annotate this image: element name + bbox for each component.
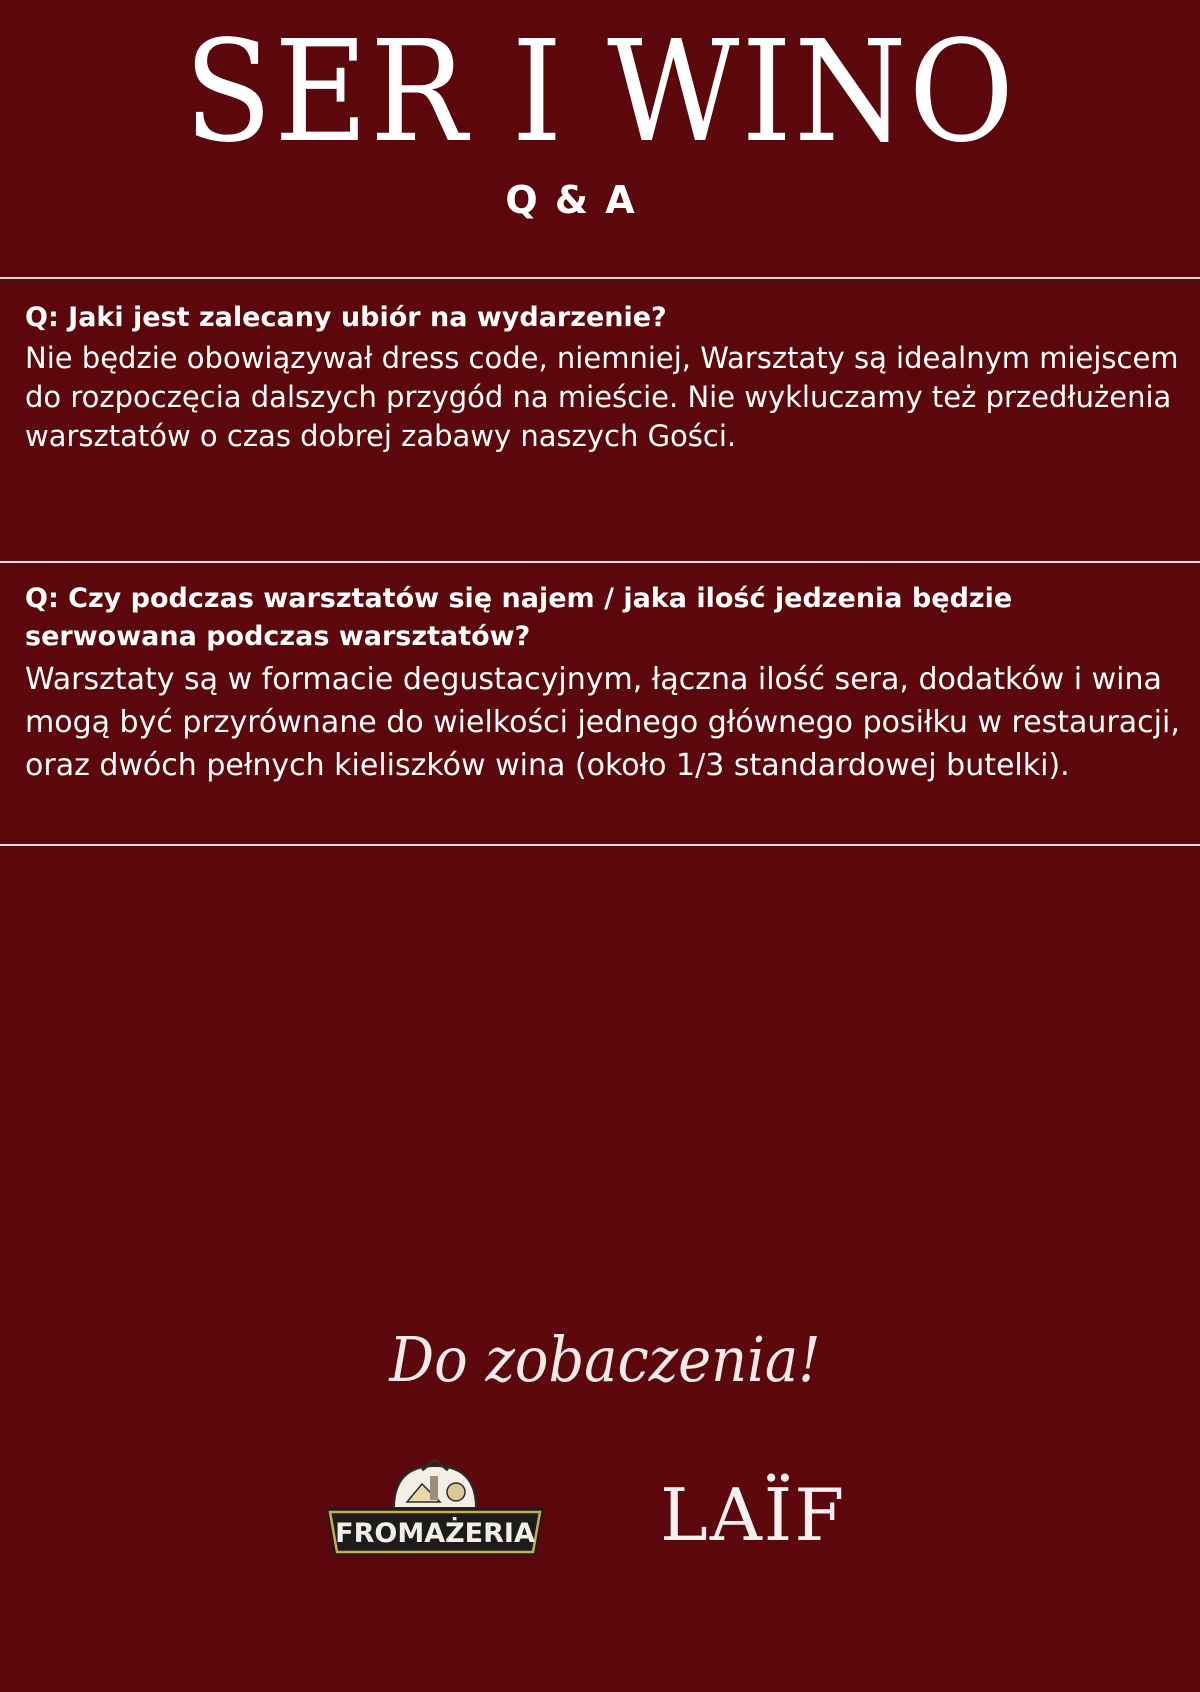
question-text: Q: Czy podczas warsztatów się najem / jaka ilość jedzenia będzie serwowana podczas warsztatów? <box>25 583 1013 652</box>
fromazeria-logo <box>322 1458 548 1564</box>
laif-logo: LAÏF <box>660 1473 847 1557</box>
answer-text: Nie będzie obowiązywał dress code, niemniej, Warsztaty są idealnym miejscem do rozpoczęcia dalszych przygód na mieście. Nie wykluczamy też przedłużenia warsztatów o czas dobrej zabawy naszych Gości. <box>25 341 1179 453</box>
divider <box>0 277 1200 279</box>
fromazeria-logo-text: FROMAŻERIA <box>335 1518 535 1549</box>
closing-text: Do zobaczenia! <box>389 1323 821 1396</box>
divider <box>0 844 1200 846</box>
divider <box>0 561 1200 563</box>
page-title: SER I WINO <box>184 11 1016 174</box>
page-subtitle: Q & A <box>505 178 637 222</box>
answer-text: Warsztaty są w formacie degustacyjnym, łączna ilość sera, dodatków i wina mogą być przyrównane do wielkości jednego głównego posiłku w restauracji, oraz dwóch pełnych kieliszków wina (około 1/3 standardowej butelki). <box>25 662 1180 783</box>
qa-item <box>25 580 1185 787</box>
qa-item <box>25 299 1185 456</box>
question-text: Q: Jaki jest zalecany ubiór na wydarzenie? <box>25 302 667 333</box>
